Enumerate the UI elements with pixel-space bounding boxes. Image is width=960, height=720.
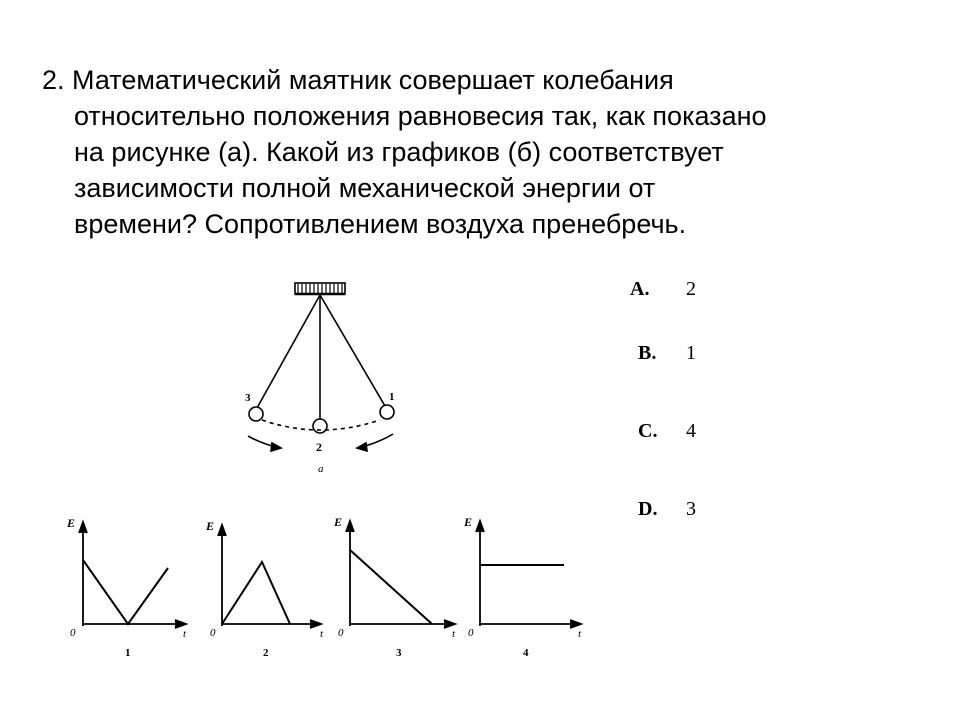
- answer-letter: B.: [638, 342, 657, 364]
- graph-1-x-arrow: [175, 620, 186, 628]
- graph-2-xlabel: t: [320, 628, 324, 640]
- graph-1-origin: 0: [70, 627, 76, 639]
- answer-value: 4: [686, 420, 696, 442]
- graph-3-y-arrow: [346, 521, 354, 532]
- pendulum-diagram: [248, 283, 394, 451]
- question-line-1: 2. Математический маятник совершает колебания: [42, 65, 674, 95]
- answer-option-b[interactable]: [630, 342, 750, 372]
- pendulum-caption: а: [318, 463, 324, 475]
- graph-4-ylabel: E: [464, 515, 473, 529]
- graph-2-curve: [222, 562, 290, 624]
- graph-4: [476, 521, 581, 628]
- bob-center: [313, 419, 327, 433]
- graph-3-origin: 0: [338, 627, 344, 639]
- question-line-5: времени? Сопротивлением воздуха пренебречь.: [74, 209, 687, 239]
- graph-2-y-arrow: [218, 525, 226, 536]
- graph-1: [79, 522, 186, 628]
- answer-option-a[interactable]: [630, 278, 750, 308]
- string-right: [320, 295, 385, 406]
- question-line-4: зависимости полной механической энергии от: [74, 173, 656, 203]
- graph-3: [346, 521, 455, 628]
- answer-option-d[interactable]: [630, 498, 750, 528]
- graph-1-curve: [83, 560, 168, 624]
- answer-value: 1: [686, 342, 696, 364]
- graph-1-ylabel: E: [67, 516, 76, 530]
- graph-4-origin: 0: [468, 627, 474, 639]
- graph-4-xlabel: t: [578, 628, 582, 640]
- graph-1-xlabel: t: [183, 628, 187, 640]
- graph-4-x-arrow: [570, 620, 581, 628]
- pendulum-label-2: 2: [316, 440, 322, 454]
- graph-3-caption: 3: [396, 647, 402, 659]
- pendulum-label-1: 1: [389, 391, 395, 403]
- question-number: 2.: [42, 65, 65, 95]
- graph-3-ylabel: E: [334, 515, 343, 529]
- answer-value: 3: [686, 498, 696, 520]
- string-left: [257, 295, 320, 408]
- answer-option-c[interactable]: [630, 420, 750, 450]
- arrow-right-head: [357, 443, 367, 451]
- graph-2-caption: 2: [263, 647, 269, 659]
- answer-letter: C.: [638, 420, 658, 442]
- graph-1-caption: 1: [125, 647, 131, 659]
- answer-letter: A.: [630, 278, 650, 300]
- graph-1-y-arrow: [79, 522, 87, 533]
- graph-3-xlabel: t: [452, 628, 456, 640]
- bob-left: [249, 407, 263, 421]
- graph-2-x-arrow: [310, 620, 321, 628]
- graph-2: [218, 525, 321, 628]
- graph-2-origin: 0: [210, 627, 216, 639]
- answer-value: 2: [686, 278, 696, 300]
- graph-2-ylabel: E: [206, 519, 215, 533]
- arrow-left-head: [271, 443, 281, 451]
- question-line-3: на рисунке (а). Какой из графиков (б) соответствует: [74, 137, 724, 167]
- question-line-2: относительно положения равновесия так, как показано: [74, 101, 767, 131]
- graph-3-x-arrow: [444, 620, 455, 628]
- graph-3-curve: [350, 550, 432, 624]
- answer-letter: D.: [638, 498, 658, 520]
- graph-4-caption: 4: [523, 647, 529, 659]
- graph-4-y-arrow: [476, 521, 484, 532]
- bob-right: [380, 405, 394, 419]
- pendulum-label-3: 3: [245, 392, 251, 404]
